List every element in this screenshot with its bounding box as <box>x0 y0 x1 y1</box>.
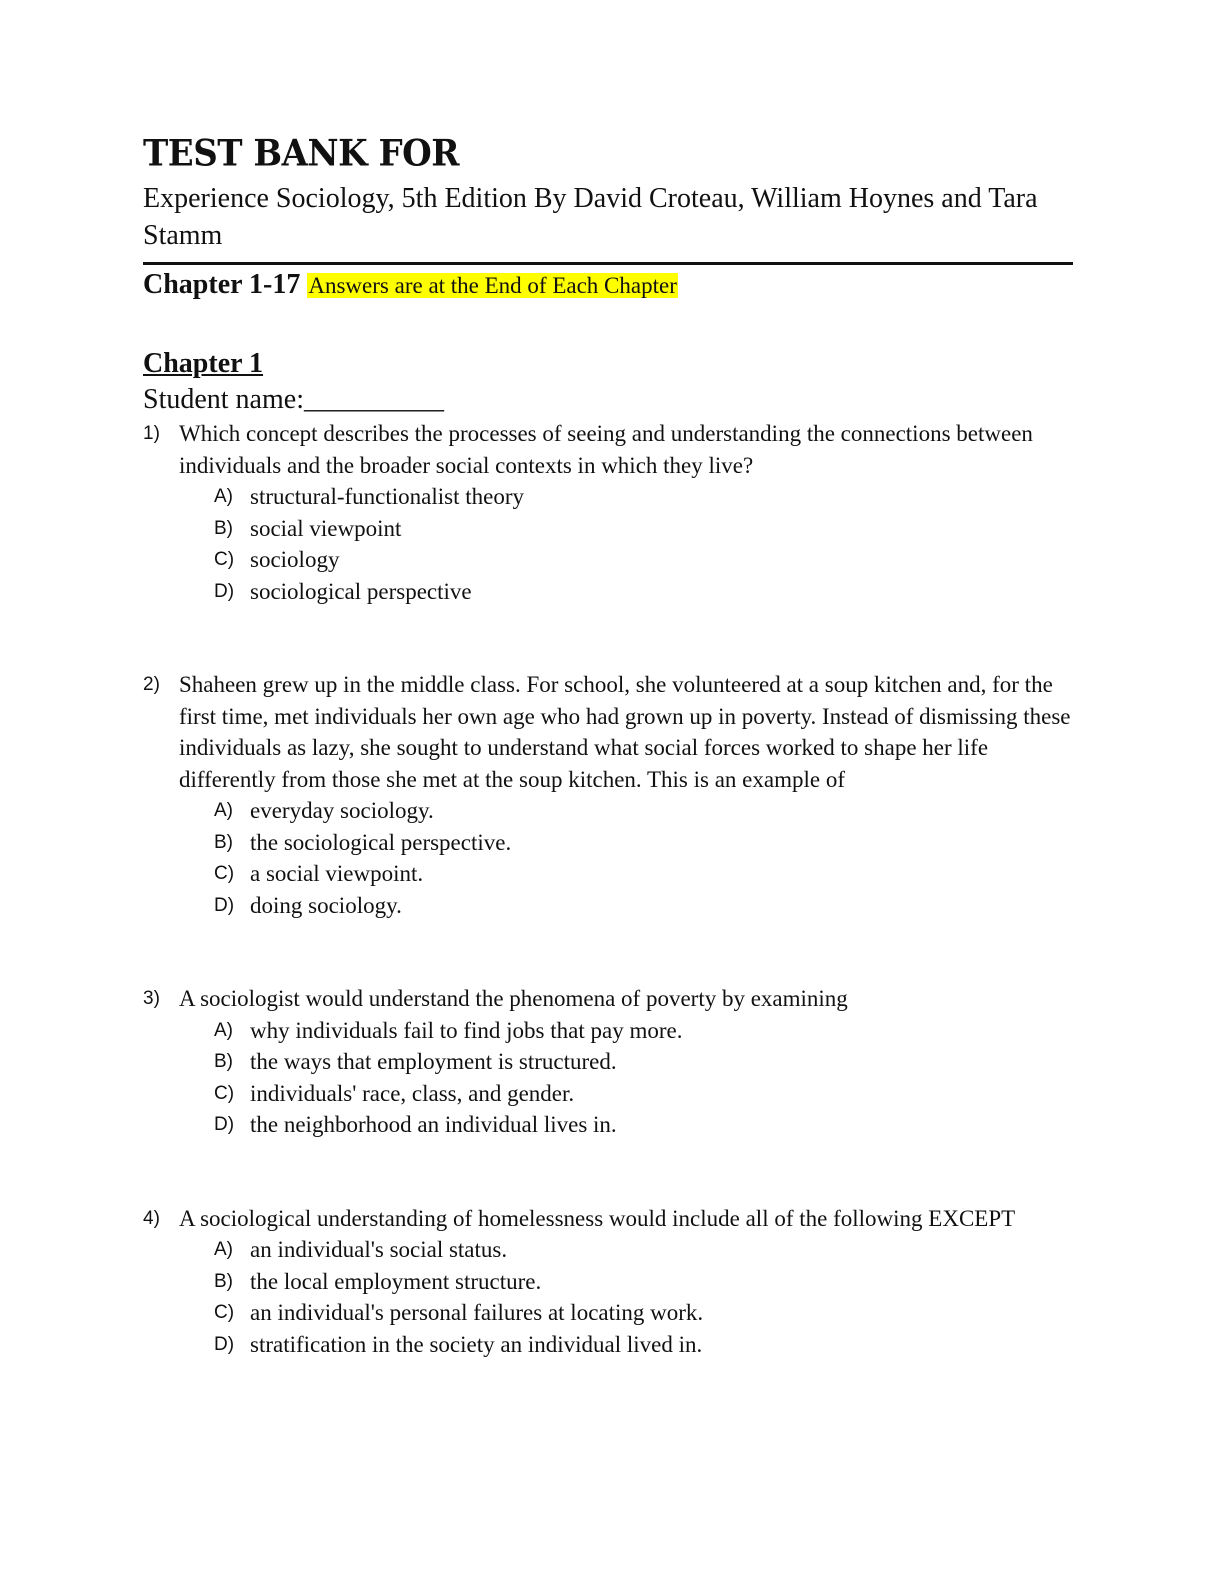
answer-options <box>179 481 1073 607</box>
question-text: A sociologist would understand the phenomena of poverty by examining <box>179 986 848 1011</box>
question-list <box>143 418 1073 1360</box>
chapter-range-label: Chapter 1-17 <box>143 269 301 300</box>
option-text: social viewpoint <box>250 515 402 541</box>
option-letter: B) <box>214 1270 233 1292</box>
option-letter: D) <box>214 894 235 916</box>
option-letter: C) <box>214 549 235 570</box>
question-item <box>143 669 1073 921</box>
student-name-field: Student name:__________ <box>143 384 444 415</box>
answer-option <box>214 1266 1073 1298</box>
question-number: 2) <box>143 674 160 695</box>
option-text: an individual's social status. <box>250 1237 508 1262</box>
answer-option <box>214 481 1073 513</box>
option-text: sociological perspective <box>250 578 472 604</box>
option-text: the sociological perspective. <box>250 829 512 855</box>
answer-option <box>214 890 1073 922</box>
answer-option <box>214 1297 1073 1329</box>
answer-option <box>214 1234 1073 1266</box>
option-text: everyday sociology. <box>250 798 434 823</box>
option-text: an individual's personal failures at locating work. <box>250 1300 704 1325</box>
answer-options <box>179 1015 1073 1141</box>
question-item <box>143 1203 1073 1361</box>
option-text: doing sociology. <box>250 892 402 918</box>
option-letter: C) <box>214 1302 235 1323</box>
option-text: structural-functionalist theory <box>250 484 525 509</box>
question-item <box>143 418 1073 607</box>
option-letter: D) <box>214 580 235 602</box>
option-letter: B) <box>214 831 233 853</box>
answer-option <box>214 1078 1073 1110</box>
answers-note-highlight: Answers are at the End of Each Chapter <box>308 273 677 298</box>
answer-option <box>214 576 1073 608</box>
document-subtitle: Experience Sociology, 5th Edition By David Croteau, William Hoynes and Tara Stamm <box>143 180 1073 265</box>
answer-option <box>214 858 1073 890</box>
answer-option <box>214 1329 1073 1361</box>
option-text: individuals' race, class, and gender. <box>250 1080 575 1106</box>
chapter-heading: Chapter 1 <box>143 348 264 379</box>
answer-option <box>214 513 1073 545</box>
option-letter: D) <box>214 1333 235 1355</box>
question-text: A sociological understanding of homelessness would include all of the following EXCEPT <box>179 1205 1016 1231</box>
option-letter: D) <box>214 1114 235 1135</box>
option-letter: A) <box>214 1239 233 1260</box>
answer-option <box>214 1015 1073 1047</box>
answer-options <box>179 1234 1073 1360</box>
option-letter: A) <box>214 486 233 507</box>
option-letter: B) <box>214 1051 233 1072</box>
question-item <box>143 983 1073 1141</box>
question-number: 4) <box>143 1207 160 1229</box>
option-letter: C) <box>214 1082 235 1104</box>
option-text: the ways that employment is structured. <box>250 1049 617 1074</box>
option-text: why individuals fail to find jobs that pay more. <box>250 1017 683 1043</box>
option-letter: C) <box>214 863 235 884</box>
option-letter: B) <box>214 517 233 539</box>
answer-option <box>214 1046 1073 1078</box>
option-letter: A) <box>214 800 233 821</box>
answer-options <box>179 795 1073 921</box>
document-title: TEST BANK FOR <box>143 132 460 176</box>
option-text: stratification in the society an individual lived in. <box>250 1331 703 1357</box>
answer-option <box>214 1109 1073 1141</box>
document-page <box>143 130 1073 1422</box>
question-number: 1) <box>143 423 160 444</box>
answer-option <box>214 544 1073 576</box>
question-number: 3) <box>143 988 160 1009</box>
option-text: the local employment structure. <box>250 1268 542 1294</box>
option-text: sociology <box>250 547 340 572</box>
option-text: the neighborhood an individual lives in. <box>250 1112 617 1137</box>
question-text: Which concept describes the processes of seeing and understanding the connections between individuals and the broader social contexts in which they live? <box>179 421 1033 478</box>
option-letter: A) <box>214 1019 233 1041</box>
question-text: Shaheen grew up in the middle class. For school, she volunteered at a soup kitchen and, for the first time, met individuals her own age who had grown up in poverty. Instead of dismissing these individuals as lazy, she sought to understand what social forces worked to shape her life differently from those she met at the soup kitchen. This is an example of <box>179 672 1071 792</box>
chapter-range-line <box>143 267 1073 304</box>
answer-option <box>214 795 1073 827</box>
answer-option <box>214 827 1073 859</box>
option-text: a social viewpoint. <box>250 861 424 886</box>
